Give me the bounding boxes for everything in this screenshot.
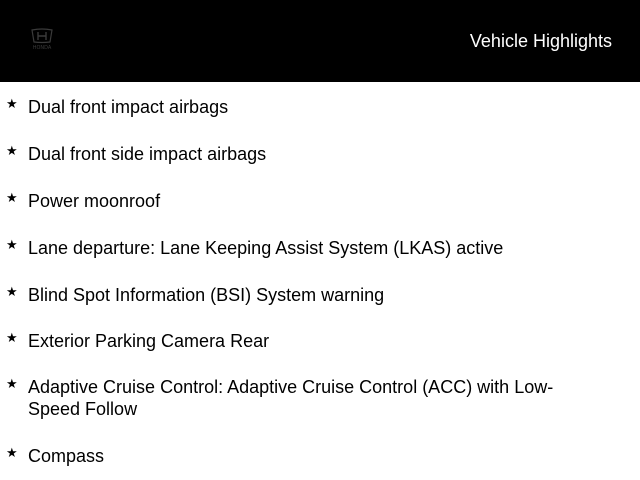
honda-logo-icon	[27, 27, 57, 51]
star-icon: ★	[6, 285, 18, 300]
star-icon: ★	[6, 331, 18, 346]
star-icon: ★	[6, 191, 18, 206]
header-bar	[0, 0, 640, 82]
highlight-label: Exterior Parking Camera Rear	[28, 331, 270, 351]
highlight-label: Blind Spot Information (BSI) System warning	[28, 285, 385, 305]
star-icon: ★	[6, 238, 18, 253]
page-title: Vehicle Highlights	[469, 31, 612, 51]
star-icon: ★	[6, 377, 18, 392]
highlight-label: Power moonroof	[28, 191, 161, 211]
highlight-label: Dual front side impact airbags	[28, 144, 267, 164]
star-icon: ★	[6, 446, 18, 461]
highlight-label: Lane departure: Lane Keeping Assist System (LKAS) active	[28, 238, 504, 258]
star-icon: ★	[6, 144, 18, 159]
star-icon: ★	[6, 97, 18, 112]
highlight-label: Compass	[28, 446, 105, 466]
highlight-label: Adaptive Cruise Control: Adaptive Cruise Control (ACC) with Low-Speed Follow	[28, 377, 554, 419]
logo-wordmark: HONDA	[32, 45, 52, 51]
highlight-label: Dual front impact airbags	[28, 97, 229, 117]
